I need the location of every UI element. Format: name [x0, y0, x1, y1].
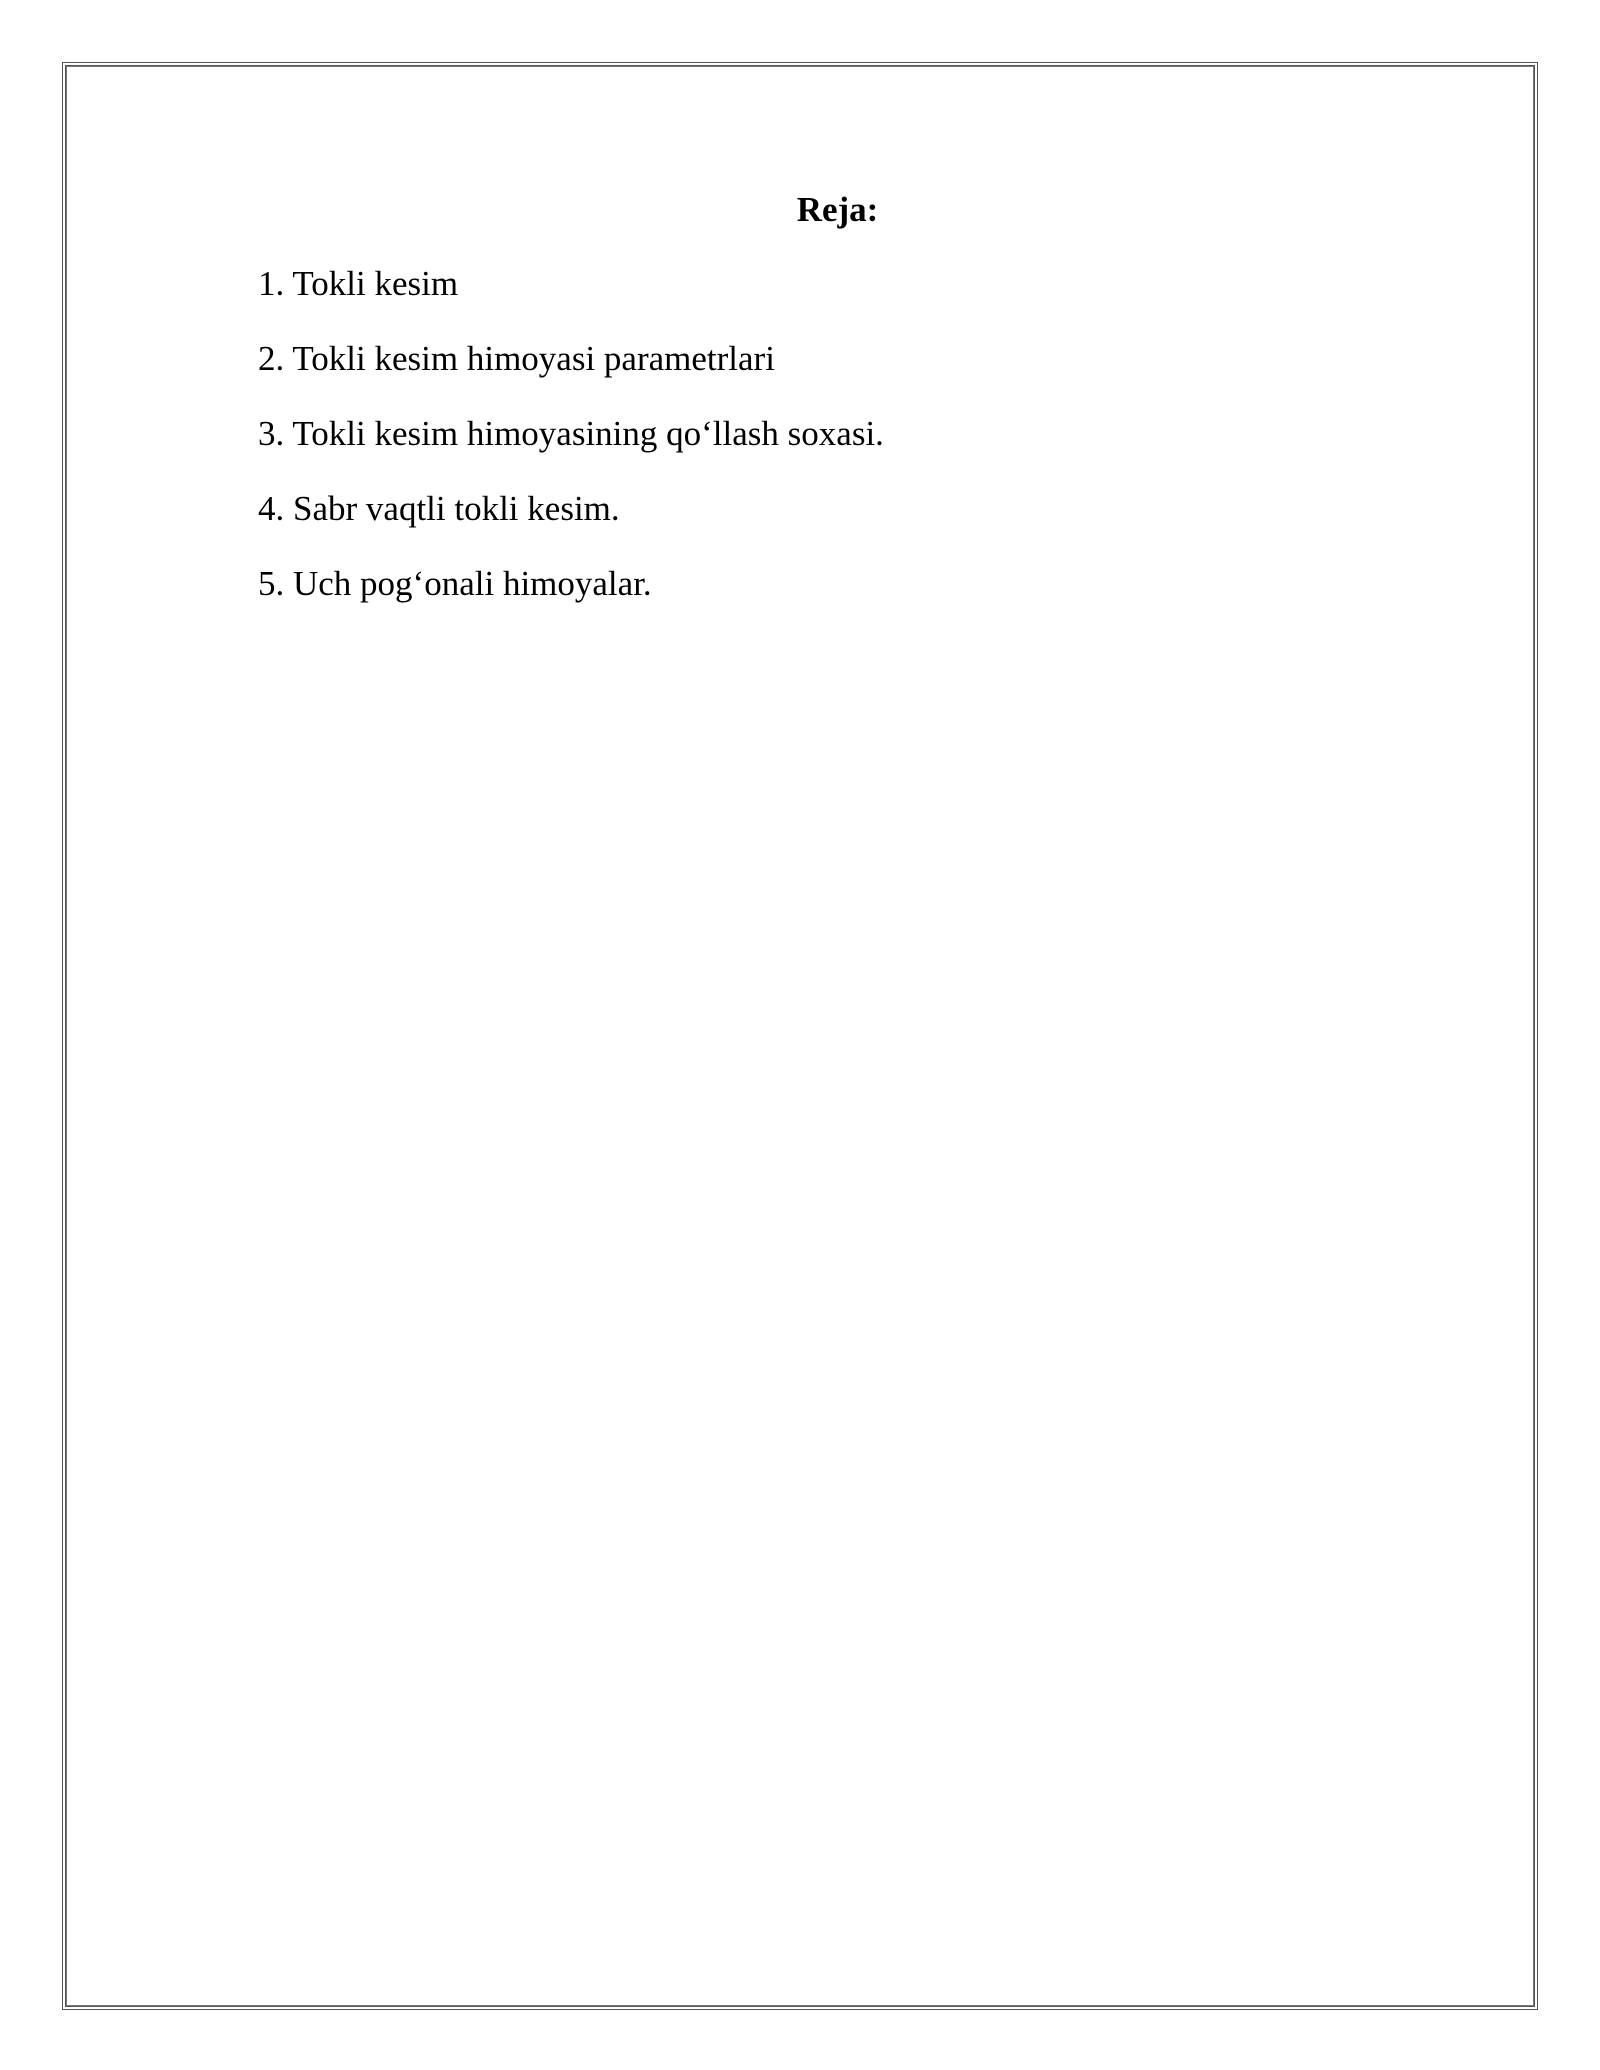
plan-item-4: 4. Sabr vaqtli tokli kesim. [258, 489, 620, 528]
plan-list [258, 260, 884, 635]
page-title: Reja: [796, 190, 879, 229]
plan-item-3: 3. Tokli kesim himoyasining qo‘llash soxasi. [258, 414, 884, 453]
plan-item-5: 5. Uch pog‘onali himoyalar. [258, 564, 652, 603]
plan-item-1: 1. Tokli kesim [258, 264, 459, 303]
plan-item-2: 2. Tokli kesim himoyasi parametrlari [258, 339, 775, 378]
